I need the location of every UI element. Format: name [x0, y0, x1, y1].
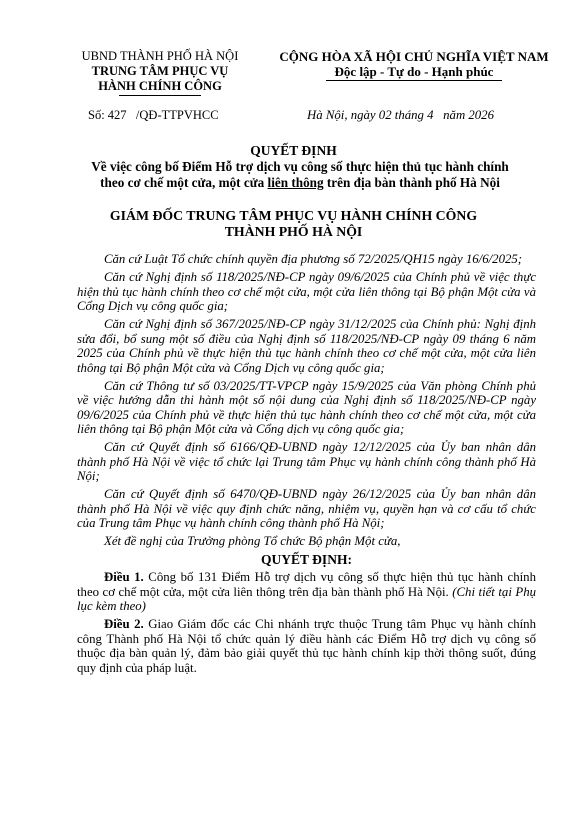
authority-line-2: THÀNH PHỐ HÀ NỘI — [224, 224, 363, 239]
article-1-note: (Chi tiết tại Phụ lục kèm theo) — [77, 584, 536, 613]
agency-underline — [119, 95, 201, 96]
parent-agency: UBND THÀNH PHỐ HÀ NỘI — [81, 49, 239, 63]
document-subject — [70, 159, 530, 191]
subject-line-2: theo cơ chế một cửa, một cửa liên thông trên địa bàn thành phố Hà Nội — [100, 175, 500, 190]
article-2 — [77, 617, 536, 675]
legal-basis-2: Căn cứ Nghị định số 118/2025/NĐ-CP ngày 09/6/2025 của Chính phủ về việc thực hiện thủ tục hành chính theo cơ chế một cửa, một cửa liên thông tại Bộ phận Một cửa và Cổng Dịch vụ công quốc gia; — [77, 270, 536, 313]
document-type: QUYẾT ĐỊNH — [250, 143, 337, 158]
motto-underline — [326, 80, 502, 81]
proposal-basis: Xét đề nghị của Trưởng phòng Tổ chức Bộ phận Một cửa, — [104, 534, 401, 548]
legal-basis-1: Căn cứ Luật Tổ chức chính quyền địa phương số 72/2025/QH15 ngày 16/6/2025; — [104, 252, 523, 266]
agency-name-line1: TRUNG TÂM PHỤC VỤ — [91, 64, 229, 78]
article-1-text: Công bố 131 Điểm Hỗ trợ dịch vụ công số thực hiện thủ tục hành chính theo cơ chế một cửa, một cửa liên thông trên địa bàn thành phố Hà Nội. — [77, 570, 536, 599]
national-heading-block — [258, 49, 570, 81]
article-1 — [77, 570, 536, 614]
document-body — [77, 252, 536, 679]
document-number: Số: 427 /QĐ-TTPVHCC — [88, 108, 219, 122]
article-2-label: Điều 2. — [104, 617, 144, 631]
legal-basis-6: Căn cứ Quyết định số 6470/QĐ-UBND ngày 26/12/2025 của Ủy ban nhân dân thành phố Hà Nội về việc quy định chức năng, nhiệm vụ, quyền hạn và cơ cấu tổ chức của Trung tâm Phục vụ hành chính công thành phố Hà Nội; — [77, 487, 536, 530]
article-1-label: Điều 1. — [104, 570, 144, 584]
subject-underlined-part: liên thông — [267, 175, 324, 190]
decision-heading: QUYẾT ĐỊNH: — [261, 551, 352, 567]
issuing-authority — [0, 208, 587, 240]
authority-line-1: GIÁM ĐỐC TRUNG TÂM PHỤC VỤ HÀNH CHÍNH CÔNG — [109, 208, 478, 223]
national-motto: Độc lập - Tự do - Hạnh phúc — [334, 64, 494, 79]
legal-basis-3: Căn cứ Nghị định số 367/2025/NĐ-CP ngày 31/12/2025 của Chính phủ: Nghị định sửa đổi, bổ sung một số điều của Nghị định số 118/2025/NĐ-CP ngày 09 tháng 6 năm 2025 của Chính phủ về thực hiện thủ tục hành chính theo cơ chế một cửa, một cửa liên thông tại Bộ phận Một cửa và Cổng Dịch vụ công quốc gia; — [77, 317, 536, 375]
article-2-text: Giao Giám đốc các Chi nhánh trực thuộc Trung tâm Phục vụ hành chính công Thành phố Hà Nội tổ chức quản lý điều hành các Điểm Hỗ trợ dịch vụ công số thuộc địa bàn quản lý, đảm bảo giải quyết thủ tục hành chính kịp thời thông suốt, đúng quy định của pháp luật. — [77, 617, 536, 675]
legal-basis-5: Căn cứ Quyết định số 6166/QĐ-UBND ngày 12/12/2025 của Ủy ban nhân dân thành phố Hà Nội về việc tổ chức lại Trung tâm Phục vụ hành chính công thành phố Hà Nội; — [77, 440, 536, 483]
subject-line-1: Về việc công bố Điểm Hỗ trợ dịch vụ công số thực hiện thủ tục hành chính — [91, 159, 509, 174]
legal-basis-4: Căn cứ Thông tư số 03/2025/TT-VPCP ngày 15/9/2025 của Văn phòng Chính phủ về việc hướng dẫn thi hành một số nội dung của Nghị định số 118/2025/NĐ-CP ngày 09/6/2025 của Chính phủ về thực hiện thủ tục hành chính theo cơ chế một cửa, một cửa liên thông tại Bộ phận Một cửa và Cổng dịch vụ công quốc gia; — [77, 378, 536, 436]
national-title: CỘNG HÒA XÃ HỘI CHỦ NGHĨA VIỆT NAM — [279, 49, 549, 64]
document-date: Hà Nội, ngày 02 tháng 4 năm 2026 — [307, 108, 494, 122]
issuing-agency-block — [60, 49, 260, 96]
agency-name-line2: HÀNH CHÍNH CÔNG — [98, 79, 222, 93]
